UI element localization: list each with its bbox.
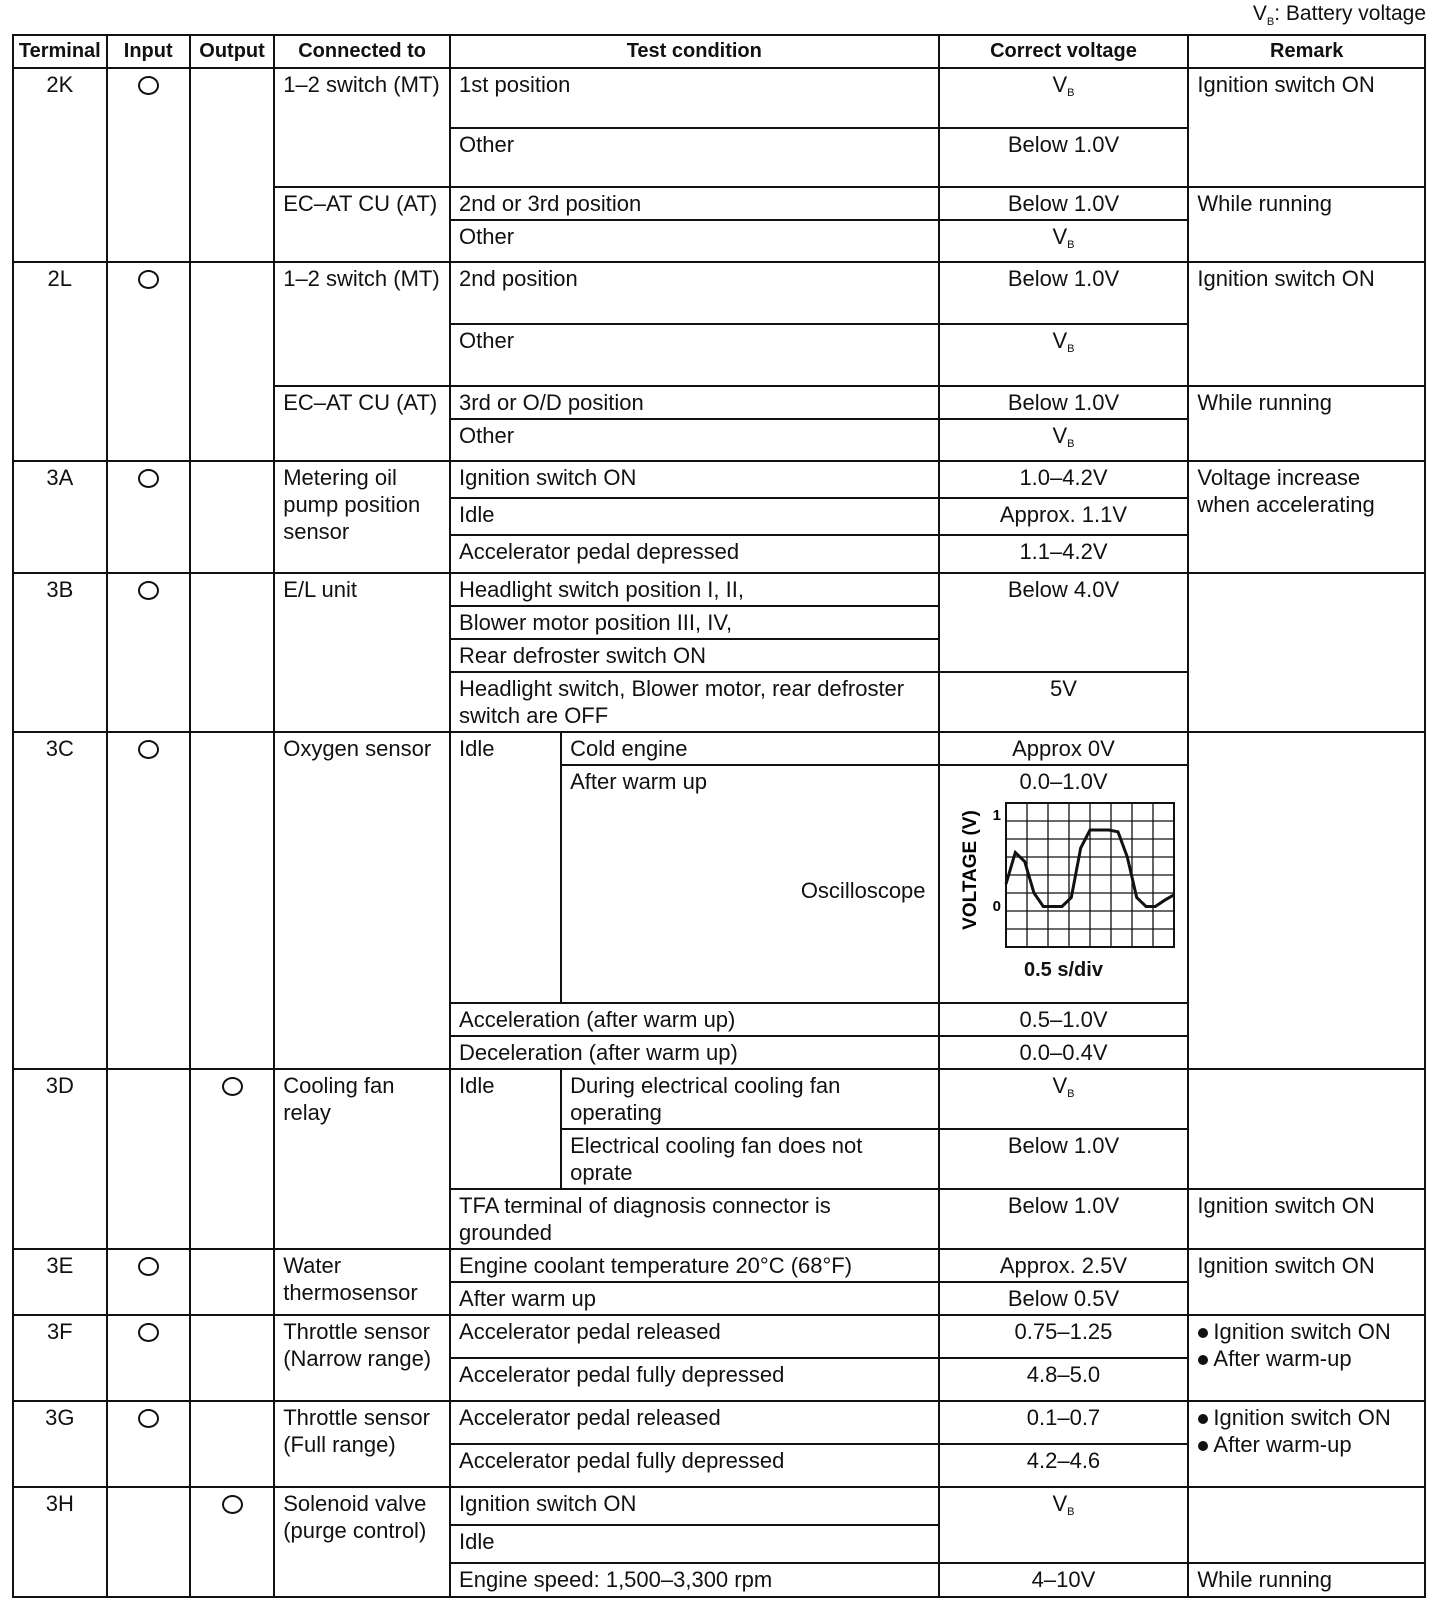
input-cell — [107, 573, 190, 732]
header-test-condition: Test condition — [450, 35, 938, 68]
condition-subcell: During electrical cooling fan operating — [561, 1069, 938, 1129]
connected-cell: Cooling fan relay — [274, 1069, 450, 1249]
voltage-cell: Approx 0V — [939, 732, 1189, 765]
header-output: Output — [190, 35, 274, 68]
terminal-cell: 3B — [13, 573, 107, 732]
table-row — [13, 262, 1425, 324]
remark-cell — [1188, 732, 1425, 1069]
remark-cell: While running — [1188, 386, 1425, 461]
condition-cell: Engine speed: 1,500–3,300 rpm — [450, 1563, 938, 1597]
voltage-cell: 1.0–4.2V — [939, 461, 1189, 498]
output-cell — [190, 1487, 274, 1597]
oscilloscope-y-tick-top: 1 — [993, 807, 1002, 824]
voltage-cell: 5V — [939, 672, 1189, 732]
header-correct-voltage: Correct voltage — [939, 35, 1189, 68]
oscilloscope-x-axis-label: 0.5 s/div — [1024, 959, 1103, 981]
remark-list — [1197, 1318, 1416, 1372]
condition-cell: Ignition switch ON — [450, 461, 938, 498]
battery-voltage-note: $V_B$: Battery voltage — [1252, 2, 1426, 29]
remark-cell: Ignition switch ON — [1188, 1249, 1425, 1315]
oscilloscope-chart — [948, 795, 1178, 955]
connected-cell: 1–2 switch (MT) — [274, 262, 450, 386]
input-cell — [107, 1069, 190, 1249]
remark-cell — [1188, 1315, 1425, 1401]
voltage-cell: VB — [939, 1487, 1189, 1563]
input-cell — [107, 262, 190, 461]
voltage-cell: Below 1.0V — [939, 128, 1189, 187]
input-circle-icon — [138, 740, 159, 759]
input-cell — [107, 461, 190, 573]
remark-cell — [1188, 573, 1425, 732]
header-terminal: Terminal — [13, 35, 107, 68]
condition-cell: 2nd or 3rd position — [450, 187, 938, 220]
terminal-cell: 3C — [13, 732, 107, 1069]
input-cell — [107, 1401, 190, 1487]
voltage-cell: VB — [939, 419, 1189, 461]
output-cell — [190, 573, 274, 732]
terminal-cell: 3G — [13, 1401, 107, 1487]
input-cell — [107, 1487, 190, 1597]
table-row — [13, 1069, 1425, 1129]
voltage-text: 0.0–1.0V — [1019, 769, 1108, 794]
connected-cell: EC–AT CU (AT) — [274, 386, 450, 461]
header-input: Input — [107, 35, 190, 68]
condition-cell: Rear defroster switch ON — [450, 639, 938, 672]
table-row — [13, 461, 1425, 498]
condition-subcell — [561, 765, 938, 1003]
remark-list-item: Ignition switch ON — [1197, 1318, 1416, 1345]
voltage-cell: Below 0.5V — [939, 1282, 1189, 1315]
condition-cell: Blower motor position III, IV, — [450, 606, 938, 639]
voltage-cell: VB — [939, 220, 1189, 262]
condition-cell: Deceleration (after warm up) — [450, 1036, 938, 1069]
connected-cell: EC–AT CU (AT) — [274, 187, 450, 262]
connected-cell: Throttle sensor (Narrow range) — [274, 1315, 450, 1401]
output-cell — [190, 1315, 274, 1401]
terminal-cell: 3E — [13, 1249, 107, 1315]
input-circle-icon — [138, 1257, 159, 1276]
output-cell — [190, 262, 274, 461]
remark-cell — [1188, 1487, 1425, 1563]
voltage-cell: Below 1.0V — [939, 1189, 1189, 1249]
connected-cell: Solenoid valve (purge control) — [274, 1487, 450, 1597]
voltage-cell — [939, 765, 1189, 1003]
voltage-cell: 4.2–4.6 — [939, 1444, 1189, 1487]
output-cell — [190, 1069, 274, 1249]
remark-cell: Ignition switch ON — [1188, 68, 1425, 187]
oscilloscope-y-axis-label: VOLTAGE (V) — [960, 810, 982, 930]
condition-subcell: Electrical cooling fan does not oprate — [561, 1129, 938, 1189]
remark-cell — [1188, 1401, 1425, 1487]
output-cell — [190, 732, 274, 1069]
remark-cell: Ignition switch ON — [1188, 262, 1425, 386]
remark-list — [1197, 1404, 1416, 1458]
oscilloscope-grid — [1006, 803, 1174, 947]
connected-cell: Metering oil pump position sensor — [274, 461, 450, 573]
voltage-cell: VB — [939, 68, 1189, 128]
header-row — [13, 35, 1425, 68]
voltage-cell: 0.0–0.4V — [939, 1036, 1189, 1069]
condition-cell: 3rd or O/D position — [450, 386, 938, 419]
condition-cell: Accelerator pedal released — [450, 1315, 938, 1358]
terminal-cell: 2L — [13, 262, 107, 461]
input-cell — [107, 732, 190, 1069]
remark-cell: Ignition switch ON — [1188, 1189, 1425, 1249]
voltage-cell: Below 1.0V — [939, 262, 1189, 324]
remark-cell: Voltage increase when accelerating — [1188, 461, 1425, 573]
oscilloscope-figure — [948, 795, 1180, 984]
condition-cell: Ignition switch ON — [450, 1487, 938, 1525]
voltage-cell: VB — [939, 324, 1189, 386]
table-row — [13, 1315, 1425, 1358]
condition-cell: After warm up — [450, 1282, 938, 1315]
table-row — [13, 68, 1425, 128]
oscilloscope-y-tick-zero: 0 — [993, 898, 1002, 915]
input-circle-icon — [138, 1323, 159, 1342]
condition-cell: Other — [450, 220, 938, 262]
condition-cell: 2nd position — [450, 262, 938, 324]
condition-cell: Idle — [450, 732, 561, 1003]
connected-cell: Water thermosensor — [274, 1249, 450, 1315]
oscilloscope-label: Oscilloscope — [800, 878, 926, 903]
voltage-cell: Approx. 1.1V — [939, 498, 1189, 535]
table-row — [13, 1487, 1425, 1525]
remark-cell: While running — [1188, 187, 1425, 262]
condition-cell: TFA terminal of diagnosis connector is grounded — [450, 1189, 938, 1249]
condition-cell: Idle — [450, 498, 938, 535]
voltage-cell: 0.75–1.25 — [939, 1315, 1189, 1358]
input-circle-icon — [138, 270, 159, 289]
connected-cell: E/L unit — [274, 573, 450, 732]
header-connected-to: Connected to — [274, 35, 450, 68]
terminal-cell: 3D — [13, 1069, 107, 1249]
input-circle-icon — [138, 469, 159, 488]
header-remark: Remark — [1188, 35, 1425, 68]
voltage-cell: Below 4.0V — [939, 573, 1189, 672]
connected-cell: 1–2 switch (MT) — [274, 68, 450, 187]
condition-text: After warm up — [570, 769, 708, 794]
voltage-cell: 0.5–1.0V — [939, 1003, 1189, 1036]
condition-cell: Headlight switch position I, II, — [450, 573, 938, 606]
table-row — [13, 573, 1425, 606]
condition-subcell: Cold engine — [561, 732, 938, 765]
connected-cell: Throttle sensor (Full range) — [274, 1401, 450, 1487]
input-cell — [107, 68, 190, 262]
output-circle-icon — [222, 1495, 243, 1514]
terminal-cell: 3F — [13, 1315, 107, 1401]
condition-cell: Accelerator pedal fully depressed — [450, 1444, 938, 1487]
condition-cell: Other — [450, 324, 938, 386]
terminal-voltage-table — [12, 34, 1426, 1598]
output-circle-icon — [222, 1077, 243, 1096]
voltage-cell: Below 1.0V — [939, 1129, 1189, 1189]
condition-cell: Accelerator pedal released — [450, 1401, 938, 1444]
terminal-cell: 3A — [13, 461, 107, 573]
remark-list-item: After warm-up — [1197, 1345, 1416, 1372]
input-circle-icon — [138, 1409, 159, 1428]
voltage-cell: Approx. 2.5V — [939, 1249, 1189, 1282]
voltage-cell: 1.1–4.2V — [939, 535, 1189, 573]
output-cell — [190, 1401, 274, 1487]
voltage-cell: Below 1.0V — [939, 187, 1189, 220]
input-circle-icon — [138, 76, 159, 95]
output-cell — [190, 1249, 274, 1315]
connected-cell: Oxygen sensor — [274, 732, 450, 1069]
input-cell — [107, 1315, 190, 1401]
condition-cell: Accelerator pedal fully depressed — [450, 1358, 938, 1401]
remark-cell: While running — [1188, 1563, 1425, 1597]
condition-cell: Other — [450, 419, 938, 461]
input-cell — [107, 1249, 190, 1315]
condition-cell: Engine coolant temperature 20°C (68°F) — [450, 1249, 938, 1282]
condition-cell: Acceleration (after warm up) — [450, 1003, 938, 1036]
voltage-cell: Below 1.0V — [939, 386, 1189, 419]
voltage-cell: 4.8–5.0 — [939, 1358, 1189, 1401]
condition-cell: 1st position — [450, 68, 938, 128]
voltage-cell: 4–10V — [939, 1563, 1189, 1597]
output-cell — [190, 461, 274, 573]
remark-list-item: After warm-up — [1197, 1431, 1416, 1458]
condition-cell: Idle — [450, 1525, 938, 1563]
voltage-cell: VB — [939, 1069, 1189, 1129]
remark-list-item: Ignition switch ON — [1197, 1404, 1416, 1431]
table-row — [13, 1401, 1425, 1444]
terminal-cell: 2K — [13, 68, 107, 262]
input-circle-icon — [138, 581, 159, 600]
condition-cell: Accelerator pedal depressed — [450, 535, 938, 573]
table-row — [13, 1249, 1425, 1282]
remark-cell — [1188, 1069, 1425, 1189]
condition-cell: Other — [450, 128, 938, 187]
output-cell — [190, 68, 274, 262]
condition-cell: Idle — [450, 1069, 561, 1189]
table-row — [13, 732, 1425, 765]
condition-cell: Headlight switch, Blower motor, rear defroster switch are OFF — [450, 672, 938, 732]
voltage-cell: 0.1–0.7 — [939, 1401, 1189, 1444]
terminal-cell: 3H — [13, 1487, 107, 1597]
